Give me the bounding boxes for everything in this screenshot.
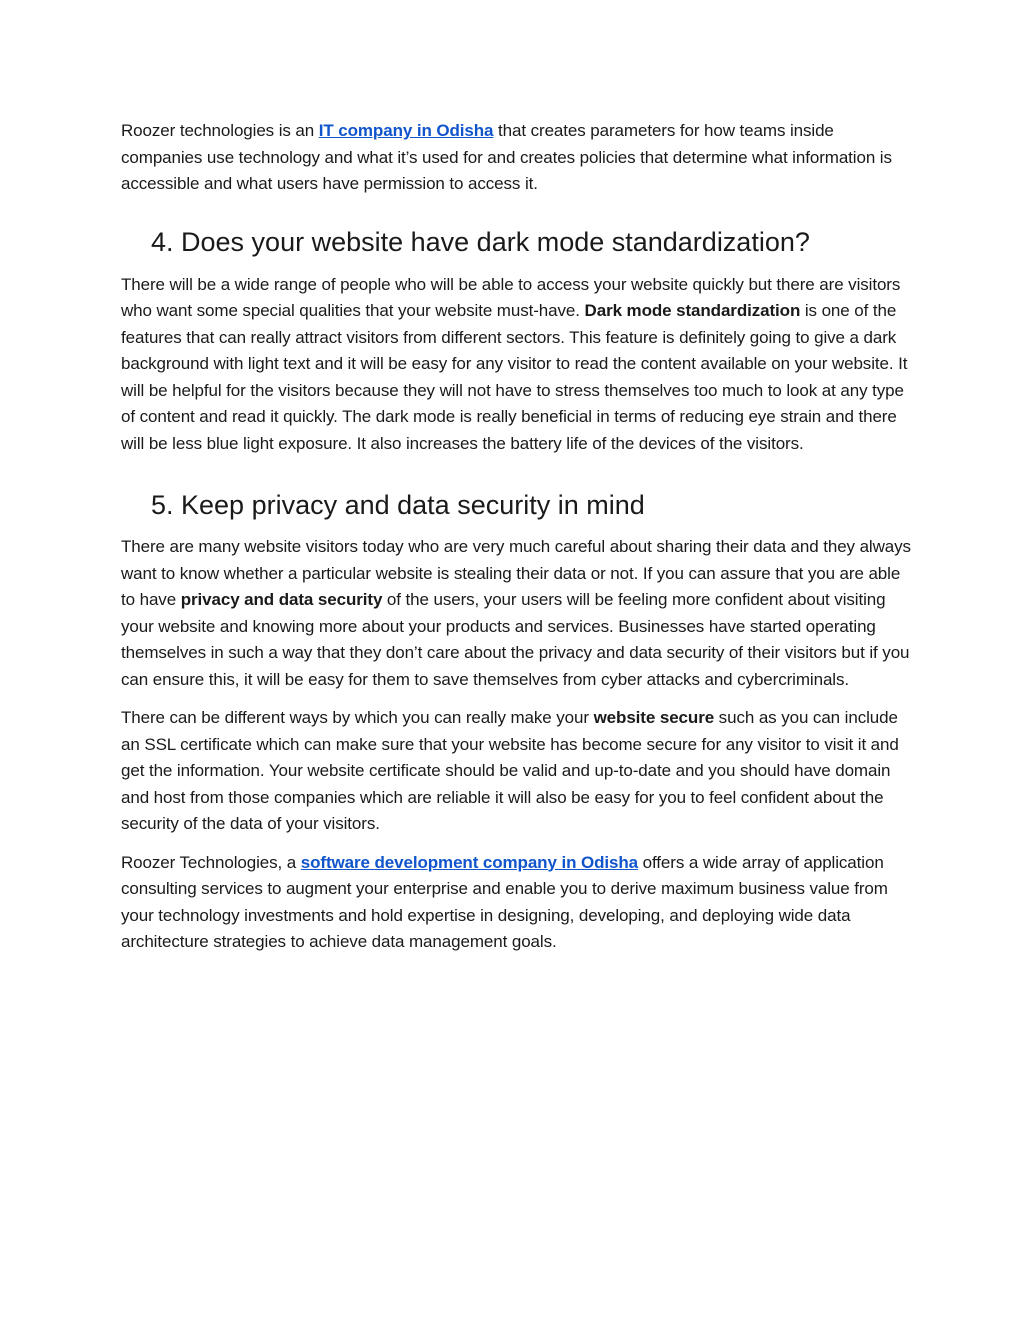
- section-4-text-start: There will be a wide range of people who will be able to access your website quickly but there are visitors who want some special qualities that your website must-have.: [121, 274, 901, 320]
- section-5-paragraph-3: [121, 850, 911, 956]
- intro-text-end: that creates parameters for how teams inside companies use technology and what it’s used for and creates policies that determine what information is accessible and what users have permission to access it.: [121, 121, 892, 193]
- section-4-text-end: is one of the features that can really attract visitors from different sectors. This feature is definitely going to give a dark background with light text and it will be easy for any visitor to read the content available on your website. It will be helpful for the visitors because they will not have to stress themselves too much to look at any type of content and read it quickly. The dark mode is really beneficial in terms of reducing eye strain and there will be less blue light exposure. It also increases the battery life of the devices of the visitors.: [121, 301, 908, 453]
- website-secure-bold-term: website secure: [593, 708, 715, 727]
- section-5-p2-end: such as you can include an SSL certificate which can make sure that your website has become secure for any visitor to visit it and get the information. Your website certificate should be valid and up-to-date and you should have domain and host from those companies which are reliable it will also be easy for you to feel confident about the security of the data of your visitors.: [121, 708, 899, 833]
- section-4-heading: 4. Does your website have dark mode standardization?: [151, 226, 810, 257]
- software-development-company-link[interactable]: software development company in Odisha: [300, 852, 639, 872]
- document-page: [121, 118, 911, 956]
- section-5-heading: 5. Keep privacy and data security in mind: [151, 490, 645, 520]
- intro-text-start: Roozer technologies is an: [121, 121, 319, 140]
- it-company-odisha-link[interactable]: IT company in Odisha: [318, 121, 494, 140]
- section-5-p2-start: There can be different ways by which you can really make your: [121, 708, 594, 727]
- privacy-bold-term: privacy and data security: [180, 590, 383, 609]
- section-5-paragraph-2: [121, 705, 911, 838]
- section-5-p1-end: of the users, your users will be feeling more confident about visiting your website and knowing more about your products and services. Businesses have started operating themselves in such a way that they don’t care about the privacy and data security of their visitors but if you can ensure this, it will be easy for them to save themselves from cyber attacks and cybercriminals.: [121, 590, 910, 689]
- intro-paragraph: [121, 118, 911, 198]
- section-4-paragraph: [121, 272, 911, 458]
- section-5-p3-start: Roozer Technologies, a: [121, 852, 301, 872]
- section-5-paragraph-1: [121, 534, 911, 693]
- dark-mode-bold-term: Dark mode standardization: [584, 301, 801, 320]
- section-5-p3-end: offers a wide array of application consulting services to augment your enterprise and enable you to derive maximum business value from your technology investments and hold expertise in designing, developing, and deploying wide data architecture strategies to achieve data management goals.: [121, 852, 888, 951]
- section-5-p1-start: There are many website visitors today who are very much careful about sharing their data and they always want to know whether a particular website is stealing their data or not. If you can assure that you are able to have: [121, 537, 911, 609]
